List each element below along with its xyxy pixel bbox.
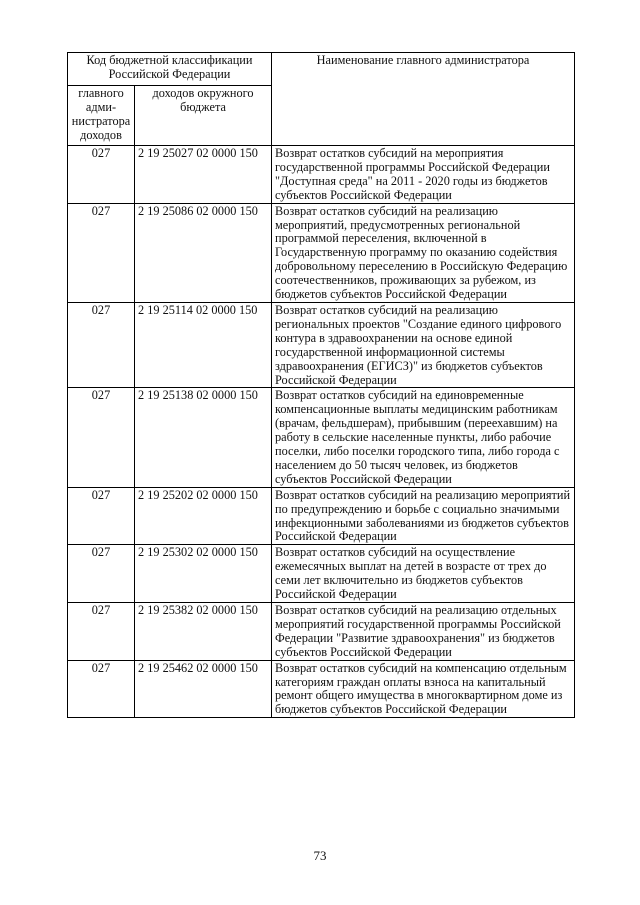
admin-code-cell: 027 bbox=[68, 203, 135, 302]
table-header-row bbox=[68, 53, 575, 86]
admin-name-cell: Возврат остатков субсидий на мероприятия государственной программы Российской Федерации "Доступная среда" на 2011 - 2020 годы из бюджетов субъектов Российской Федерации bbox=[272, 146, 575, 204]
admin-name-cell: Возврат остатков субсидий на осуществление ежемесячных выплат на детей в возрасте от трех до семи лет включительно из бюджетов субъектов Российской Федерации bbox=[272, 545, 575, 603]
admin-name-cell: Возврат остатков субсидий на реализацию мероприятий, предусмотренных региональной программой переселения, включенной в Государственную программу по оказанию содействия добровольному переселению в Российскую Федерацию соотечественников, проживающих за рубежом, из бюджетов субъектов Российской Федерации bbox=[272, 203, 575, 302]
admin-name-cell: Возврат остатков субсидий на единовременные компенсационные выплаты медицинским работникам (врачам, фельдшерам), прибывшим (переехавшим) на работу в сельские населенные пункты, либо рабочие поселки, либо поселки городского типа, либо города с населением до 50 тысяч человек, из бюджетов субъектов Российской Федерации bbox=[272, 388, 575, 487]
admin-name-cell: Возврат остатков субсидий на компенсацию отдельным категориям граждан оплаты взноса на капитальный ремонт общего имущества в многоквартирном доме из бюджетов субъектов Российской Федерации bbox=[272, 660, 575, 718]
income-code-cell: 2 19 25202 02 0000 150 bbox=[135, 487, 272, 545]
table-row bbox=[68, 146, 575, 204]
admin-code-cell: 027 bbox=[68, 487, 135, 545]
admin-code-cell: 027 bbox=[68, 302, 135, 387]
admin-name-cell: Возврат остатков субсидий на реализацию отдельных мероприятий государственной программы Российской Федерации "Развитие здравоохранения" из бюджетов субъектов Российской Федерации bbox=[272, 603, 575, 661]
income-code-cell: 2 19 25114 02 0000 150 bbox=[135, 302, 272, 387]
admin-code-cell: 027 bbox=[68, 545, 135, 603]
page-number: 73 bbox=[313, 848, 327, 863]
header-budget-code-group: Код бюджетной классификации Российской Федерации bbox=[68, 53, 272, 86]
admin-name-cell: Возврат остатков субсидий на реализацию мероприятий по предупреждению и борьбе с социально значимыми инфекционными заболеваниями из бюджетов субъектов Российской Федерации bbox=[272, 487, 575, 545]
admin-code-cell: 027 bbox=[68, 388, 135, 487]
table-row bbox=[68, 302, 575, 387]
header-main-admin-code: главного адми-нистратора доходов bbox=[68, 86, 135, 146]
table-row bbox=[68, 487, 575, 545]
header-admin-name: Наименование главного администратора bbox=[272, 53, 575, 146]
admin-code-cell: 027 bbox=[68, 146, 135, 204]
income-code-cell: 2 19 25302 02 0000 150 bbox=[135, 545, 272, 603]
income-code-cell: 2 19 25027 02 0000 150 bbox=[135, 146, 272, 204]
table-row bbox=[68, 603, 575, 661]
admin-code-cell: 027 bbox=[68, 603, 135, 661]
admin-code-cell: 027 bbox=[68, 660, 135, 718]
budget-classification-table bbox=[67, 52, 575, 718]
table-body bbox=[68, 146, 575, 718]
header-income-code: доходов окружного бюджета bbox=[135, 86, 272, 146]
income-code-cell: 2 19 25086 02 0000 150 bbox=[135, 203, 272, 302]
table-row bbox=[68, 388, 575, 487]
income-code-cell: 2 19 25138 02 0000 150 bbox=[135, 388, 272, 487]
table-row bbox=[68, 660, 575, 718]
table-row bbox=[68, 203, 575, 302]
table-row bbox=[68, 545, 575, 603]
income-code-cell: 2 19 25382 02 0000 150 bbox=[135, 603, 272, 661]
admin-name-cell: Возврат остатков субсидий на реализацию региональных проектов "Создание единого цифрового контура в здравоохранении на основе единой государственной информационной системы здравоохранения (ЕГИСЗ)" из бюджетов субъектов Российской Федерации bbox=[272, 302, 575, 387]
income-code-cell: 2 19 25462 02 0000 150 bbox=[135, 660, 272, 718]
